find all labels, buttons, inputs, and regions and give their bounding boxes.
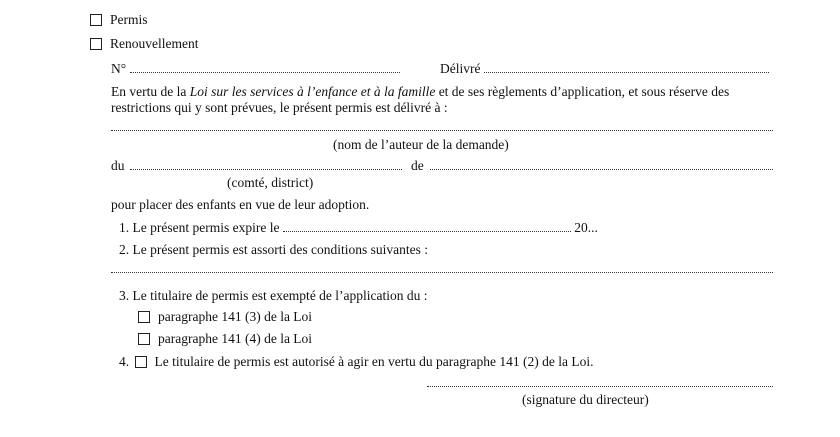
applicant-caption: (nom de l’auteur de la demande) [333,137,509,152]
renouvellement-checkbox[interactable] [90,38,102,50]
applicant-name-field[interactable] [111,130,773,131]
act-title: Loi sur les services à l’enfance et à la famille [189,84,436,99]
exemption-option-3[interactable] [138,309,312,325]
signature-field[interactable] [427,386,773,387]
item-4-number: 4. [119,354,130,369]
number-row [111,61,400,77]
item-4-checkbox[interactable] [135,356,147,368]
item-2-number: 2. [119,242,130,257]
year-suffix: 20... [574,220,598,235]
county-caption: (comté, district) [227,175,314,190]
number-label: N° [111,61,127,76]
item-1-number: 1. [119,220,130,235]
permis-option[interactable] [90,12,148,28]
item-1 [119,220,598,236]
of-label: de [411,158,424,173]
exemption-3-label: paragraphe 141 (3) de la Loi [158,309,313,324]
item-3-number: 3. [119,288,130,303]
intro-after: et de ses règlements d’application, et sous réserve des [435,84,730,99]
expiry-date-field[interactable] [283,222,571,232]
item-2-text: Le présent permis est assorti des conditions suivantes : [132,242,428,257]
exemption-3-checkbox[interactable] [138,311,150,323]
item-3 [119,288,428,304]
item-4 [119,354,593,370]
intro-before: En vertu de la [111,84,190,99]
exemption-option-4[interactable] [138,331,312,347]
conditions-field[interactable] [111,272,773,273]
permis-checkbox[interactable] [90,14,102,26]
signature-caption: (signature du directeur) [522,392,649,407]
intro-line-2: restrictions qui y sont prévues, le présent permis est délivré à : [111,100,448,115]
permis-label: Permis [110,12,148,27]
exemption-4-checkbox[interactable] [138,333,150,345]
from-label: du [111,158,125,173]
county-field[interactable] [130,169,402,170]
item-4-text: Le titulaire de permis est autorisé à agir en vertu du paragraphe 141 (2) de la Loi. [154,354,594,369]
renouvellement-option[interactable] [90,36,198,52]
renouvellement-label: Renouvellement [110,36,199,51]
exemption-4-label: paragraphe 141 (4) de la Loi [158,331,313,346]
item-3-text: Le titulaire de permis est exempté de l’application du : [132,288,428,303]
item-1-text: Le présent permis expire le [132,220,280,235]
item-2 [119,242,428,258]
issued-label: Délivré [440,61,481,76]
issued-field[interactable] [484,63,769,73]
issued-row [440,61,769,77]
district-field[interactable] [430,169,773,170]
purpose-text: pour placer des enfants en vue de leur adoption. [111,197,370,212]
intro-line-1 [111,84,729,100]
number-field[interactable] [130,63,400,73]
